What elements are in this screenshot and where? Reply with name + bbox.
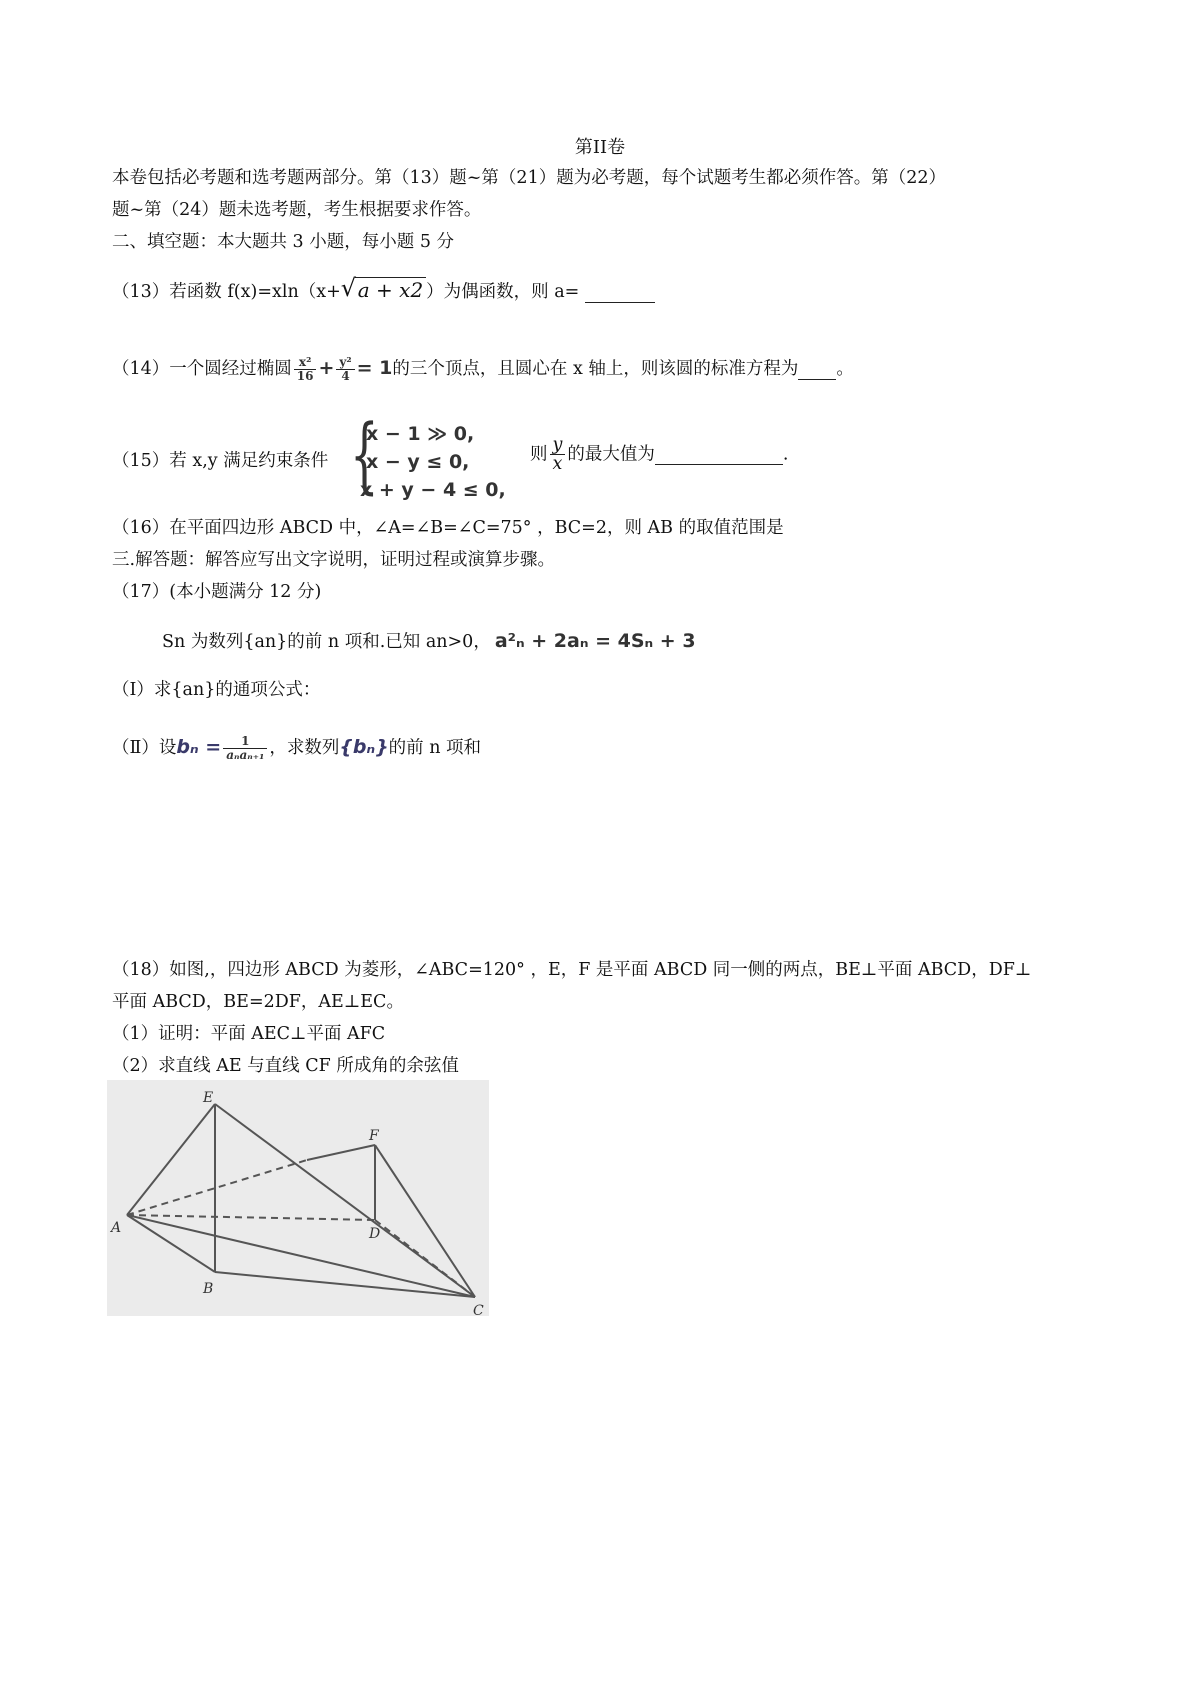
q14-suffix: 的三个顶点，且圆心在 x 轴上，则该圆的标准方程为 [392, 359, 799, 379]
edge-AC [127, 1215, 475, 1297]
question-13 [112, 274, 655, 303]
q17-header: （17）(本小题满分 12 分) [112, 582, 322, 602]
edge-AE [127, 1104, 215, 1215]
q18-part-1: （1）证明：平面 AEC⊥平面 AFC [112, 1024, 386, 1044]
solution-heading: 三.解答题：解答应写出文字说明，证明过程或演算步骤。 [112, 550, 556, 570]
geometry-diagram [107, 1080, 489, 1316]
label-F: F [369, 1128, 379, 1144]
q17-part-2: （Ⅱ）设bₙ = $\frac{1}{\text{aₙaₙ₊₁}}$ ，求数列{bₙ}的前 n 项和 [112, 734, 482, 762]
q15-answer-blank [655, 444, 783, 465]
brace-icon: { [350, 408, 379, 503]
q13-radicand: a + x2 [355, 277, 426, 302]
constraint-1: x − 1 ≫ 0, [366, 423, 475, 445]
q13-suffix: ）为偶函数，则 a= [426, 282, 580, 302]
q14-frac-x: $\frac{\text{x²}}{16}$ [294, 356, 317, 382]
q14-answer-blank [798, 359, 836, 380]
label-D: D [369, 1226, 381, 1242]
edge-FC [375, 1145, 475, 1297]
edge-AD-dashed [127, 1215, 375, 1220]
fill-in-heading: 二、填空题：本大题共 3 小题，每小题 5 分 [112, 232, 455, 252]
q14-frac-y: $\frac{\text{y²}}{4}$ [336, 356, 354, 382]
geometry-figure [107, 1080, 489, 1316]
edge-AF-dashed [127, 1160, 307, 1215]
sqrt-icon: √ [340, 274, 357, 302]
constraint-3: x + y − 4 ≤ 0, [360, 479, 506, 501]
q15-constraint-system [360, 420, 506, 504]
q15-frac: $\frac{y}{x}$ [550, 436, 566, 474]
intro-line-2: 题~第（24）题未选考题，考生根据要求作答。 [112, 200, 482, 220]
q18-part-2: （2）求直线 AE 与直线 CF 所成角的余弦值 [112, 1056, 459, 1076]
edge-BC [215, 1272, 475, 1297]
q17-stem: Sn 为数列{an}的前 n 项和.已知 an>0， a²ₙ + 2aₙ = 4Sₙ + 3 [162, 630, 696, 652]
label-A: A [111, 1220, 122, 1236]
question-14: （14）一个圆经过椭圆 $\frac{\text{x²}}{16}$ + $\frac{\text{y²}}{4}$ = 1的三个顶点，且圆心在 x 轴上，则该圆的标准方程为 。 [112, 355, 854, 383]
question-16: （16）在平面四边形 ABCD 中，∠A=∠B=∠C=75° ，BC=2，则 AB 的取值范围是 [112, 518, 784, 538]
q15-rest: 则 $\frac{y}{x}$ 的最大值为 . [530, 435, 789, 475]
q15-prefix: （15）若 x,y 满足约束条件 [112, 451, 329, 471]
label-B: B [203, 1281, 214, 1297]
q14-prefix: （14）一个圆经过椭圆 [112, 359, 292, 379]
q17-part-1: （Ⅰ）求{an}的通项公式： [112, 680, 321, 700]
intro-line-1: 本卷包括必考题和选考题两部分。第（13）题~第（21）题为必考题，每个试题考生都必须作答。第（22） [112, 168, 946, 188]
q17-formula: a²ₙ + 2aₙ = 4Sₙ + 3 [494, 630, 696, 652]
q13-answer-blank [585, 282, 655, 303]
label-C: C [473, 1303, 484, 1316]
q18-line-2: 平面 ABCD，BE=2DF，AE⊥EC。 [112, 992, 404, 1012]
label-E: E [203, 1090, 214, 1106]
edge-AB [127, 1215, 215, 1272]
q13-prefix: （13）若函数 f(x)=xln（x+ [112, 282, 341, 302]
edge-F-segment [307, 1145, 375, 1160]
q17-b-frac: $\frac{1}{\text{aₙaₙ₊₁}}$ [223, 735, 267, 761]
q13-sqrt [340, 274, 426, 302]
section-title: 第II卷 [574, 137, 626, 158]
q18-line-1: （18）如图,，四边形 ABCD 为菱形，∠ABC=120° ，E，F 是平面 ABCD 同一侧的两点，BE⊥平面 ABCD，DF⊥ [112, 960, 1032, 980]
constraint-2: x − y ≤ 0, [366, 451, 470, 473]
